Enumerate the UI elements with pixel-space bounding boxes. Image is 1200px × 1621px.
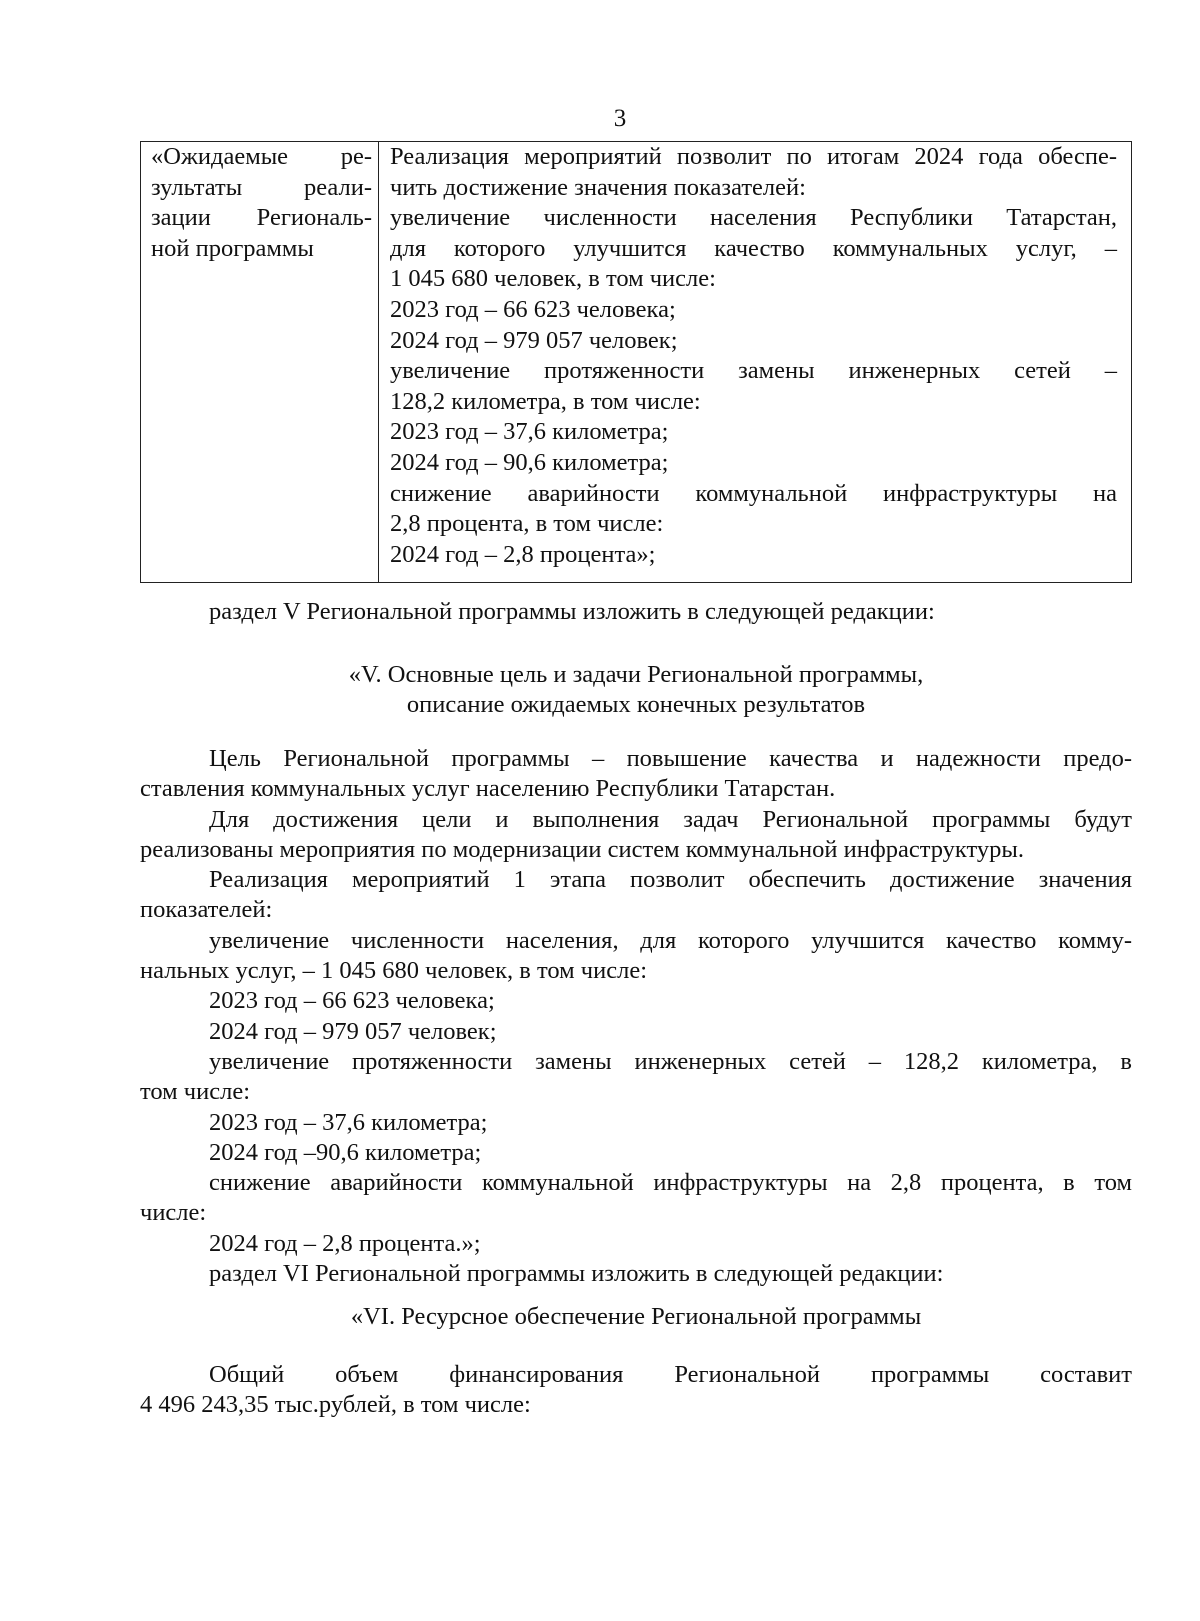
label-line: зультаты реали-: [151, 173, 372, 201]
heading-line: описание ожидаемых конечных результатов: [406, 691, 866, 719]
paragraph-line: нальных услуг, – 1 045 680 человек, в том числе:: [140, 957, 648, 985]
content-line: 2024 год – 90,6 километра;: [390, 448, 669, 476]
paragraph-line: ставления коммунальных услуг населению Республики Татарстан.: [140, 775, 836, 803]
section5-heading: [140, 660, 1132, 721]
paragraph-line: 2023 год – 37,6 километра;: [209, 1108, 488, 1136]
label-line: зации Региональ-: [151, 204, 372, 232]
content-line: 1 045 680 человек, в том числе:: [390, 265, 716, 293]
paragraph-line: 2024 год –90,6 километра;: [209, 1138, 482, 1166]
content-line: увеличение протяженности замены инженерных сетей –: [390, 357, 1117, 385]
paragraph-line: Для достижения цели и выполнения задач Региональной программы будут: [209, 805, 1132, 833]
content-line: 2023 год – 66 623 человека;: [390, 295, 676, 323]
label-line: ной программы: [151, 234, 314, 262]
paragraph-line: снижение аварийности коммунальной инфраструктуры на 2,8 процента, в том: [209, 1169, 1132, 1197]
paragraph-line: 4 496 243,35 тыс.рублей, в том числе:: [140, 1391, 531, 1419]
page-number: 3: [613, 105, 627, 132]
content-line: 2,8 процента, в том числе:: [390, 510, 664, 538]
heading-line: «V. Основные цель и задачи Региональной программы,: [348, 661, 924, 688]
paragraph-line: 2023 год – 66 623 человека;: [209, 987, 495, 1015]
paragraph-line: том числе:: [140, 1078, 251, 1106]
paragraph-line: Общий объем финансирования Региональной программы составит: [209, 1361, 1132, 1388]
label-line: «Ожидаемые ре-: [151, 143, 372, 170]
section5-body: [140, 744, 1132, 1289]
content-line: 128,2 километра, в том числе:: [390, 387, 701, 415]
content-line: чить достижение значения показателей:: [390, 173, 806, 201]
heading-line: «VI. Ресурсное обеспечение Региональной программы: [350, 1303, 922, 1330]
content-line: снижение аварийности коммунальной инфраструктуры на: [390, 479, 1117, 507]
paragraph-line: увеличение протяженности замены инженерных сетей – 128,2 километра, в: [209, 1047, 1132, 1075]
content-line: 2024 год – 2,8 процента»;: [390, 540, 656, 568]
paragraph-line: 2024 год – 979 057 человек;: [209, 1017, 497, 1045]
paragraph-line: Реализация мероприятий 1 этапа позволит обеспечить достижение значения: [209, 866, 1132, 894]
paragraph-line: увеличение численности населения, для которого улучшится качество комму-: [209, 926, 1132, 954]
content-line: увеличение численности населения Республики Татарстан,: [390, 204, 1117, 232]
table-cell-label: [141, 142, 379, 583]
section6-body: [140, 1360, 1132, 1421]
paragraph-line: реализованы мероприятия по модернизации систем коммунальной инфраструктуры.: [140, 835, 1024, 863]
content-line: Реализация мероприятий позволит по итогам 2024 года обеспе-: [390, 143, 1117, 170]
paragraph-line: раздел VI Региональной программы изложить в следующей редакции:: [209, 1260, 944, 1288]
paragraph-line: числе:: [140, 1199, 207, 1227]
section5-intro: [140, 597, 1132, 627]
content-line: 2024 год – 979 057 человек;: [390, 326, 678, 354]
section6-heading: [140, 1302, 1132, 1332]
paragraph-line: раздел V Региональной программы изложить в следующей редакции:: [209, 598, 935, 625]
content-line: 2023 год – 37,6 километра;: [390, 418, 669, 446]
paragraph-line: Цель Региональной программы – повышение качества и надежности предо-: [209, 745, 1132, 772]
table-cell-content: [379, 142, 1132, 583]
content-line: для которого улучшится качество коммунальных услуг, –: [390, 234, 1117, 262]
paragraph-line: показателей:: [140, 896, 273, 924]
table-row: [141, 142, 1132, 583]
paragraph-line: 2024 год – 2,8 процента.»;: [209, 1229, 481, 1257]
passport-table: [140, 141, 1132, 583]
